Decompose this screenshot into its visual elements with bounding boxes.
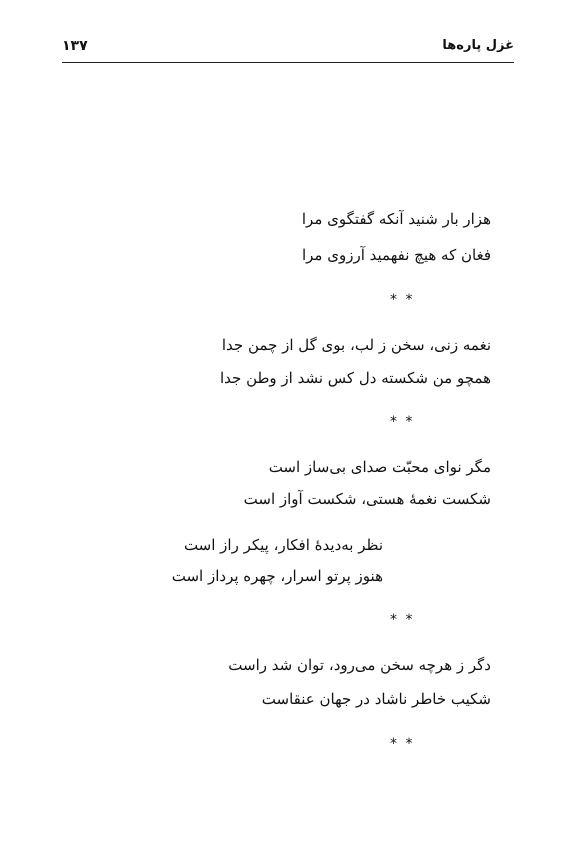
- page-header: [62, 36, 514, 63]
- verse-line: نظر به‌دیدهٔ افکار، پیکر راز است: [183, 536, 383, 554]
- section-separator: * *: [390, 736, 415, 752]
- section-separator: * *: [390, 612, 415, 628]
- verse-line: هنوز پرتو اسرار، چهره پرداز است: [171, 567, 383, 585]
- verse-line: همچو من شکسته دل کس نشد از وطن جدا: [219, 369, 491, 387]
- verse-line: فغان که هیچ نفهمید آرزوی مرا: [301, 246, 491, 264]
- verse-line: شکست نغمهٔ هستی، شکست آواز است: [243, 490, 491, 508]
- verse-line: شکیب خاطر ناشاد در جهان عنقاست: [261, 690, 491, 708]
- verse-line: هزار بار شنید آنکه گفتگوی مرا: [301, 210, 491, 228]
- verse-line: مگر نوای محبّت صدای بی‌ساز است: [268, 458, 491, 476]
- section-separator: * *: [390, 414, 415, 430]
- page-number: ۱۳۷: [62, 38, 88, 54]
- book-title: غزل پاره‌ها: [442, 38, 514, 53]
- verse-line: دگر ز هرچه سخن می‌رود، توان شد راست: [228, 656, 491, 674]
- section-separator: * *: [390, 292, 415, 308]
- verse-line: نغمه زنی، سخن ز لب، بوی گل از چمن جدا: [221, 336, 491, 354]
